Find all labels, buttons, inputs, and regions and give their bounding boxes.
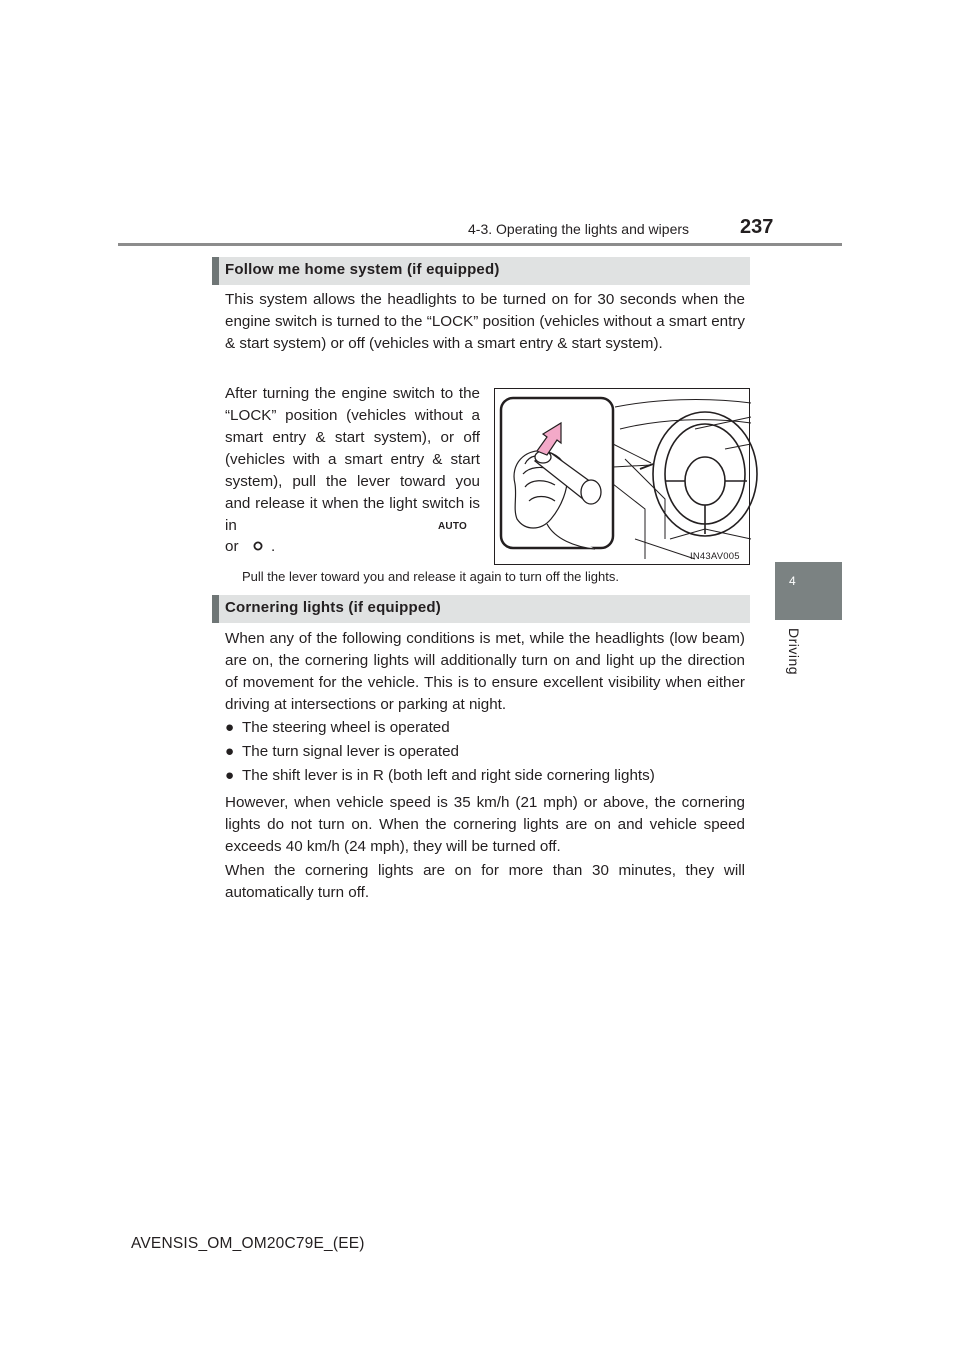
bullet-icon: ●: [225, 743, 235, 760]
cornering-lights-timeout-paragraph: When the cornering lights are on for more than 30 minutes, they will automatically turn off.: [225, 862, 745, 901]
heading-marker: [212, 257, 219, 285]
lever-figure-svg: [495, 389, 751, 566]
auto-symbol-text: AUTO: [438, 521, 467, 532]
or-line: [225, 536, 239, 558]
or-text: or: [225, 538, 239, 555]
heading-marker: [212, 595, 219, 623]
cornering-lights-speed-paragraph: However, when vehicle speed is 35 km/h (21 mph) or above, the cornering lights do not turn on. When the cornering lights are on and vehicle speed exceeds 40 km/h (24 mph), they will be turned off.: [225, 794, 745, 855]
follow-me-home-intro: This system allows the headlights to be turned on for 30 seconds when the engine switch is turned to the “LOCK” position (vehicles without a smart entry & start system) or off (vehicles with a smart entry & start system).: [225, 291, 745, 352]
chapter-number: 4: [789, 574, 796, 588]
list-item: [225, 741, 459, 763]
list-item-text: The steering wheel is operated: [242, 719, 450, 736]
bullet-icon: ●: [225, 767, 235, 784]
page-number: 237: [740, 216, 774, 238]
section-heading-cornering-lights: [212, 595, 750, 623]
lever-illustration: [494, 388, 750, 565]
chapter-label: Driving: [786, 628, 802, 676]
header-section-title: 4-3. Operating the lights and wipers: [468, 221, 690, 237]
auto-switch-symbol: [438, 514, 467, 538]
section-heading-label: Follow me home system (if equipped): [225, 261, 500, 278]
list-item-text: The turn signal lever is operated: [242, 743, 459, 760]
figure-code: IN43AV005: [690, 551, 740, 562]
headlight-icon: [251, 538, 265, 552]
list-item: [225, 765, 655, 787]
section-heading-label: Cornering lights (if equipped): [225, 599, 441, 616]
chapter-tab: [775, 562, 842, 620]
document-code: AVENSIS_OM_OM20C79E_(EE): [131, 1235, 365, 1252]
follow-me-home-instruction: After turning the engine switch to the “LOCK” position (vehicles without a smart entry & start system), or off (vehicles with a smart entry & start system), pull the lever toward you and release it when the light switch is in: [225, 385, 480, 534]
header-rule: [118, 243, 842, 246]
follow-me-home-note: Pull the lever toward you and release it again to turn off the lights.: [242, 569, 619, 584]
section-heading-follow-me-home: [212, 257, 750, 285]
period-text: .: [271, 538, 276, 555]
headlight-symbol-icon: [251, 537, 265, 559]
list-item: [225, 717, 450, 739]
list-item-text: The shift lever is in R (both left and right side cornering lights): [242, 767, 655, 784]
bullet-icon: ●: [225, 719, 235, 736]
cornering-lights-intro: When any of the following conditions is met, while the headlights (low beam) are on, the cornering lights will additionally turn on and light up the direction of movement for the vehicle. This is to ensure excellent visibility when either driving at intersections or parking at night.: [225, 630, 745, 713]
